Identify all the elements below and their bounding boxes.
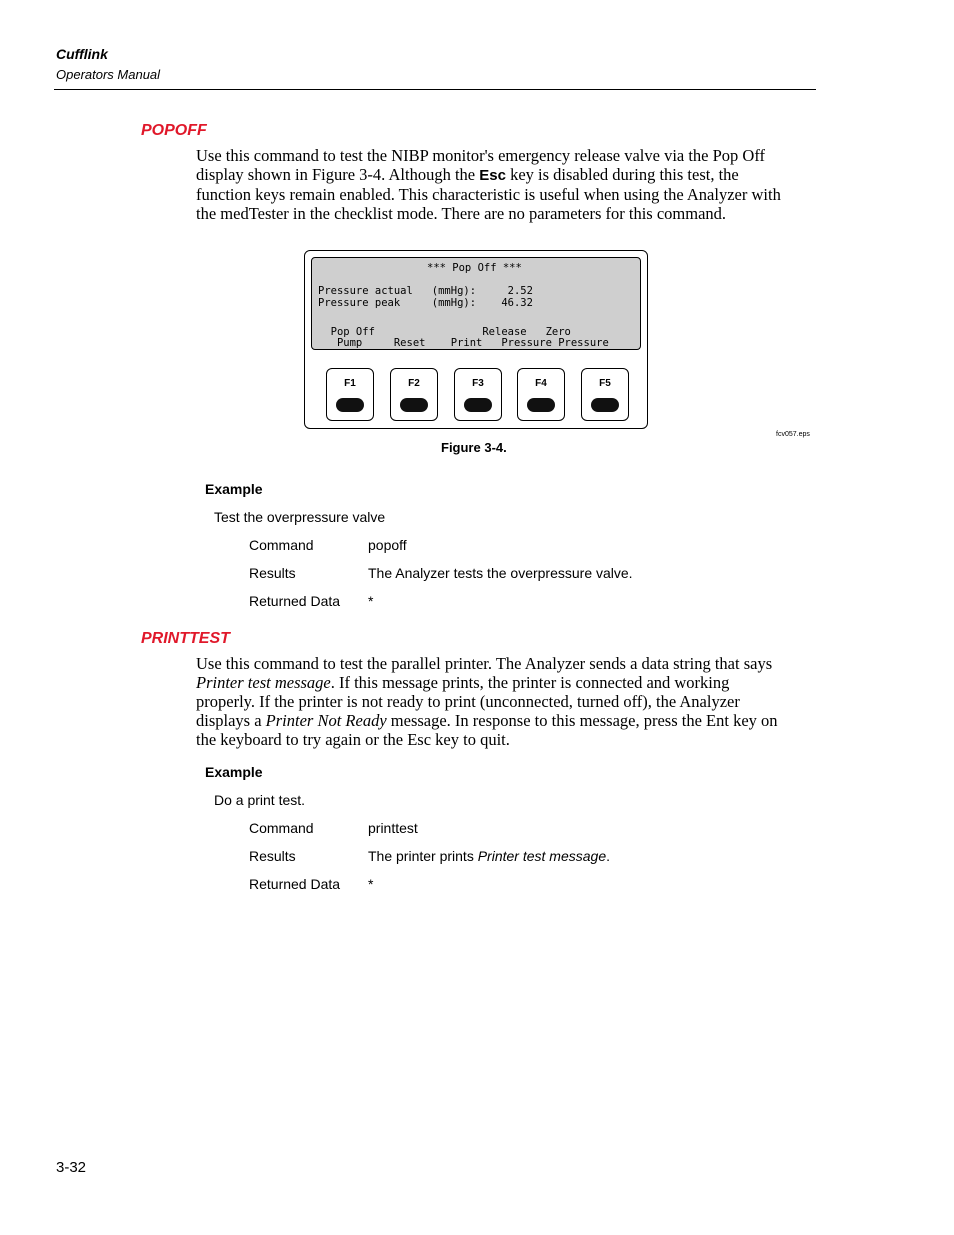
example2-returned-label: Returned Data xyxy=(249,876,341,892)
example1-results-value: The Analyzer tests the overpressure valve. xyxy=(368,565,633,581)
example1-command-value: popoff xyxy=(368,537,407,553)
page-number: 3-32 xyxy=(56,1159,87,1176)
printtest-line-2 xyxy=(196,673,836,692)
popoff-line-4: the medTester in the checklist mode. There are no parameters for this command. xyxy=(196,204,727,223)
printtest-line-4 xyxy=(196,711,836,730)
function-key-f4 xyxy=(517,368,565,421)
section-heading-popoff: POPOFF xyxy=(141,122,207,139)
printtest-line-4a: displays a xyxy=(196,711,266,730)
esc-key-label: Esc xyxy=(479,167,506,184)
figure-file-id: fcv057.eps xyxy=(776,431,810,438)
example2-results-value-a: The printer prints xyxy=(368,848,478,864)
function-key-f3 xyxy=(454,368,502,421)
function-key-f2 xyxy=(390,368,438,421)
popoff-line-2b: key is disabled during this test, the xyxy=(505,165,739,184)
lcd-title-line: *** Pop Off *** xyxy=(427,262,522,274)
lcd-pressure-peak-line: Pressure peak (mmHg): 46.32 xyxy=(318,297,533,309)
example2-command-value: printtest xyxy=(368,820,418,836)
f5-button-icon xyxy=(591,398,619,412)
example1-results-label: Results xyxy=(249,565,296,581)
printtest-line-1: Use this command to test the parallel printer. The Analyzer sends a data string that says xyxy=(196,654,773,673)
lcd-pressure-actual-line: Pressure actual (mmHg): 2.52 xyxy=(318,285,533,297)
function-key-f1 xyxy=(326,368,374,421)
printer-test-message-italic: Printer test message xyxy=(196,673,331,692)
f1-button-icon xyxy=(336,398,364,412)
f1-label: F1 xyxy=(344,378,356,389)
example2-results-value-c: . xyxy=(606,848,610,864)
example2-results-label: Results xyxy=(249,848,296,864)
popoff-line-2 xyxy=(196,165,816,185)
printtest-line-2b: . If this message prints, the printer is connected and working xyxy=(330,673,730,692)
popoff-line-1: Use this command to test the NIBP monitor's emergency release valve via the Pop Off xyxy=(196,146,766,165)
manual-title: Cufflink xyxy=(56,46,108,62)
example-description-2: Do a print test. xyxy=(214,792,306,808)
f2-label: F2 xyxy=(408,378,420,389)
f3-button-icon xyxy=(464,398,492,412)
f2-button-icon xyxy=(400,398,428,412)
f3-label: F3 xyxy=(472,378,484,389)
example-description-1: Test the overpressure valve xyxy=(214,509,386,525)
manual-subtitle: Operators Manual xyxy=(56,67,161,82)
example2-command-label: Command xyxy=(249,820,314,836)
figure-caption: Figure 3-4. xyxy=(441,440,507,455)
lcd-softkey-line-1: Pop Off Release Zero xyxy=(318,326,571,338)
f5-label: F5 xyxy=(599,378,611,389)
popoff-line-3: function keys remain enabled. This characteristic is useful when using the Analyzer with xyxy=(196,185,781,204)
example-heading-2: Example xyxy=(205,764,263,780)
example-heading-1: Example xyxy=(205,481,263,497)
example2-results-value xyxy=(368,848,610,864)
popoff-paragraph xyxy=(196,146,816,223)
printtest-line-5: the keyboard to try again or the Esc key to quit. xyxy=(196,730,510,749)
lcd-softkey-line-2: Pump Reset Print Pressure Pressure xyxy=(318,337,609,349)
printtest-paragraph xyxy=(196,654,836,749)
f4-button-icon xyxy=(527,398,555,412)
function-key-f5 xyxy=(581,368,629,421)
example1-returned-label: Returned Data xyxy=(249,593,341,609)
example1-command-label: Command xyxy=(249,537,314,553)
printtest-line-4c: message. In response to this message, press the Ent key on xyxy=(386,711,778,730)
popoff-line-2a: display shown in Figure 3-4. Although the xyxy=(196,165,480,184)
example2-returned-value: * xyxy=(368,876,374,892)
f4-label: F4 xyxy=(535,378,547,389)
header-rule xyxy=(54,89,816,90)
example2-results-value-italic: Printer test message xyxy=(477,848,607,864)
printer-not-ready-italic: Printer Not Ready xyxy=(265,711,387,730)
example1-returned-value: * xyxy=(368,593,374,609)
section-heading-printtest: PRINTTEST xyxy=(141,630,230,647)
printtest-line-3: properly. If the printer is not ready to print (unconnected, turned off), the Analyzer xyxy=(196,692,740,711)
